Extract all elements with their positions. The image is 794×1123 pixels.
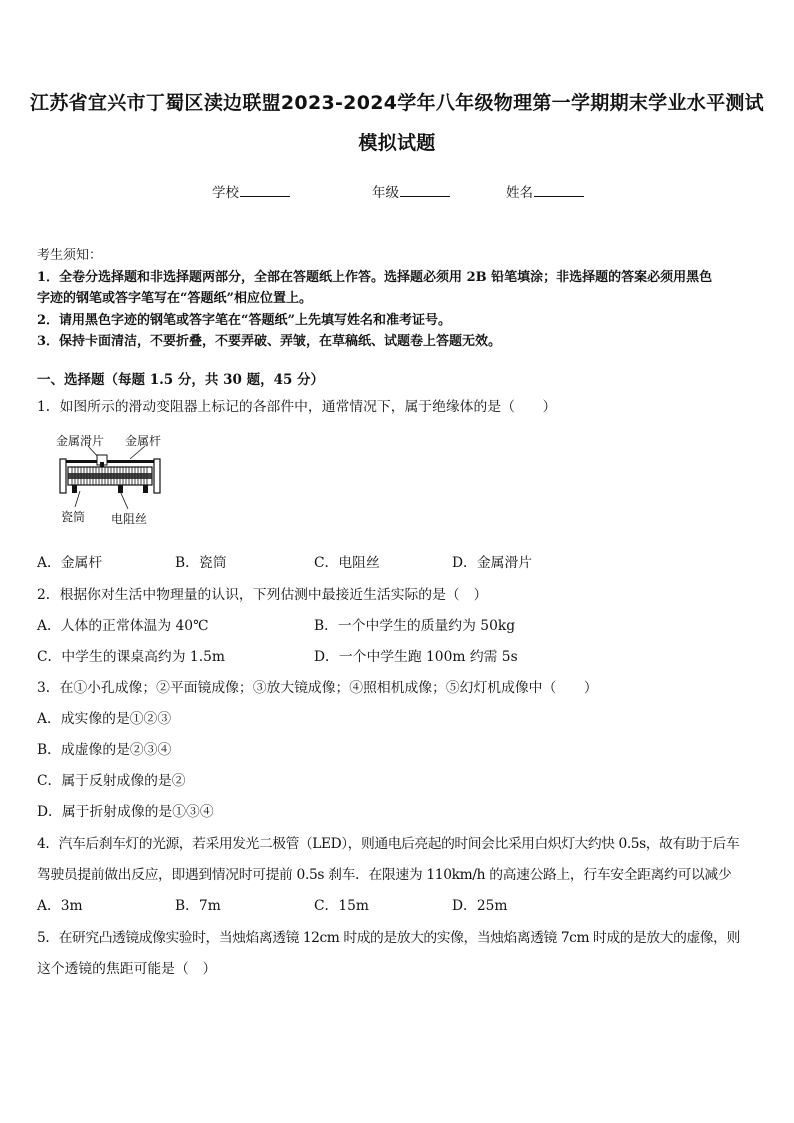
q5-stem-line1: 5．在研究凸透镜成像实验时，当烛焰离透镜 12cm 时成的是放大的实像，当烛焰离透镜 7cm 时成的是放大的虚像，则 <box>37 930 740 946</box>
q4-option-b: B．7m <box>175 898 221 914</box>
exam-title-line1: 江苏省宜兴市丁蜀区渎边联盟2023-2024学年八年级物理第一学期期末学业水平测试 <box>30 92 764 114</box>
q1-option-d: D．金属滑片 <box>452 555 533 571</box>
fig-label-wire: 电阻丝 <box>111 512 148 526</box>
q4-stem-line1: 4．汽车后刹车灯的光源，若采用发光二极管（LED），则通电后亮起的时间会比采用白炽灯大约快 0.5s，故有助于后车 <box>37 836 740 852</box>
school-label: 学校 <box>212 185 239 201</box>
school-field <box>212 181 290 201</box>
notes-item: 1．全卷分选择题和非选择题两部分，全部在答题纸上作答。选择题必须用 2B 铅笔填涂；非选择题的答案必须用黑色 <box>37 269 713 285</box>
q3-option-d: D．属于折射成像的是①③④ <box>37 804 214 820</box>
fig-label-rod: 金属杆 <box>125 434 162 448</box>
notes-item: 字迹的钢笔或答字笔写在“答题纸”相应位置上。 <box>37 291 312 306</box>
notes-item: 3．保持卡面清洁，不要折叠，不要弄破、弄皱，在草稿纸、试题卷上答题无效。 <box>37 334 502 349</box>
q4-option-c: C．15m <box>314 898 369 914</box>
candidate-notes <box>37 245 762 353</box>
q3-option-c: C．属于反射成像的是② <box>37 773 186 789</box>
q4-stem-line2: 驾驶员提前做出反应，即遇到情况时可提前 0.5s 刹车．在限速为 110km/h 的高速公路上，行车安全距离约可以减少 <box>37 867 732 883</box>
name-field <box>506 181 584 201</box>
q4-option-d: D．25m <box>452 898 508 914</box>
q3-option-a: A．成实像的是①②③ <box>37 711 172 727</box>
school-blank[interactable] <box>240 184 290 197</box>
name-blank[interactable] <box>534 184 584 197</box>
notes-heading: 考生须知： <box>37 248 103 263</box>
q2-stem: 2．根据你对生活中物理量的认识，下列估测中最接近生活实际的是（ ） <box>37 587 488 603</box>
rheostat-figure <box>50 429 180 524</box>
fig-label-slider: 金属滑片 <box>56 434 105 448</box>
q1-option-c: C．电阻丝 <box>314 555 380 571</box>
q4-option-a: A．3m <box>37 898 83 914</box>
q2-option-c: C．中学生的课桌高约为 1.5m <box>37 649 225 665</box>
q1-option-a: A．金属杆 <box>37 555 103 571</box>
q2-option-b: B．一个中学生的质量约为 50kg <box>314 618 516 634</box>
grade-blank[interactable] <box>400 184 450 197</box>
fig-label-tube: 瓷筒 <box>61 510 86 524</box>
q2-option-d: D．一个中学生跑 100m 约需 5s <box>314 649 518 665</box>
grade-label: 年级 <box>372 185 399 201</box>
q3-option-b: B．成虚像的是②③④ <box>37 742 172 758</box>
q2-option-a: A．人体的正常体温为 40℃ <box>37 618 209 634</box>
q3-stem: 3．在①小孔成像；②平面镜成像；③放大镜成像；④照相机成像；⑤幻灯机成像中（ ） <box>37 680 598 696</box>
q5-stem-line2: 这个透镜的焦距可能是（ ） <box>37 961 217 977</box>
exam-title-line2: 模拟试题 <box>358 132 436 154</box>
notes-item: 2．请用黑色字迹的钢笔或答字笔在“答题纸”上先填写姓名和准考证号。 <box>37 312 452 328</box>
section-title: 一、选择题（每题 1.5 分，共 30 题，45 分） <box>37 372 325 388</box>
grade-field <box>372 181 450 201</box>
q1-stem: 1．如图所示的滑动变阻器上标记的各部件中，通常情况下，属于绝缘体的是（ ） <box>37 399 557 415</box>
name-label: 姓名 <box>506 185 533 201</box>
q1-option-b: B．瓷筒 <box>175 555 227 571</box>
